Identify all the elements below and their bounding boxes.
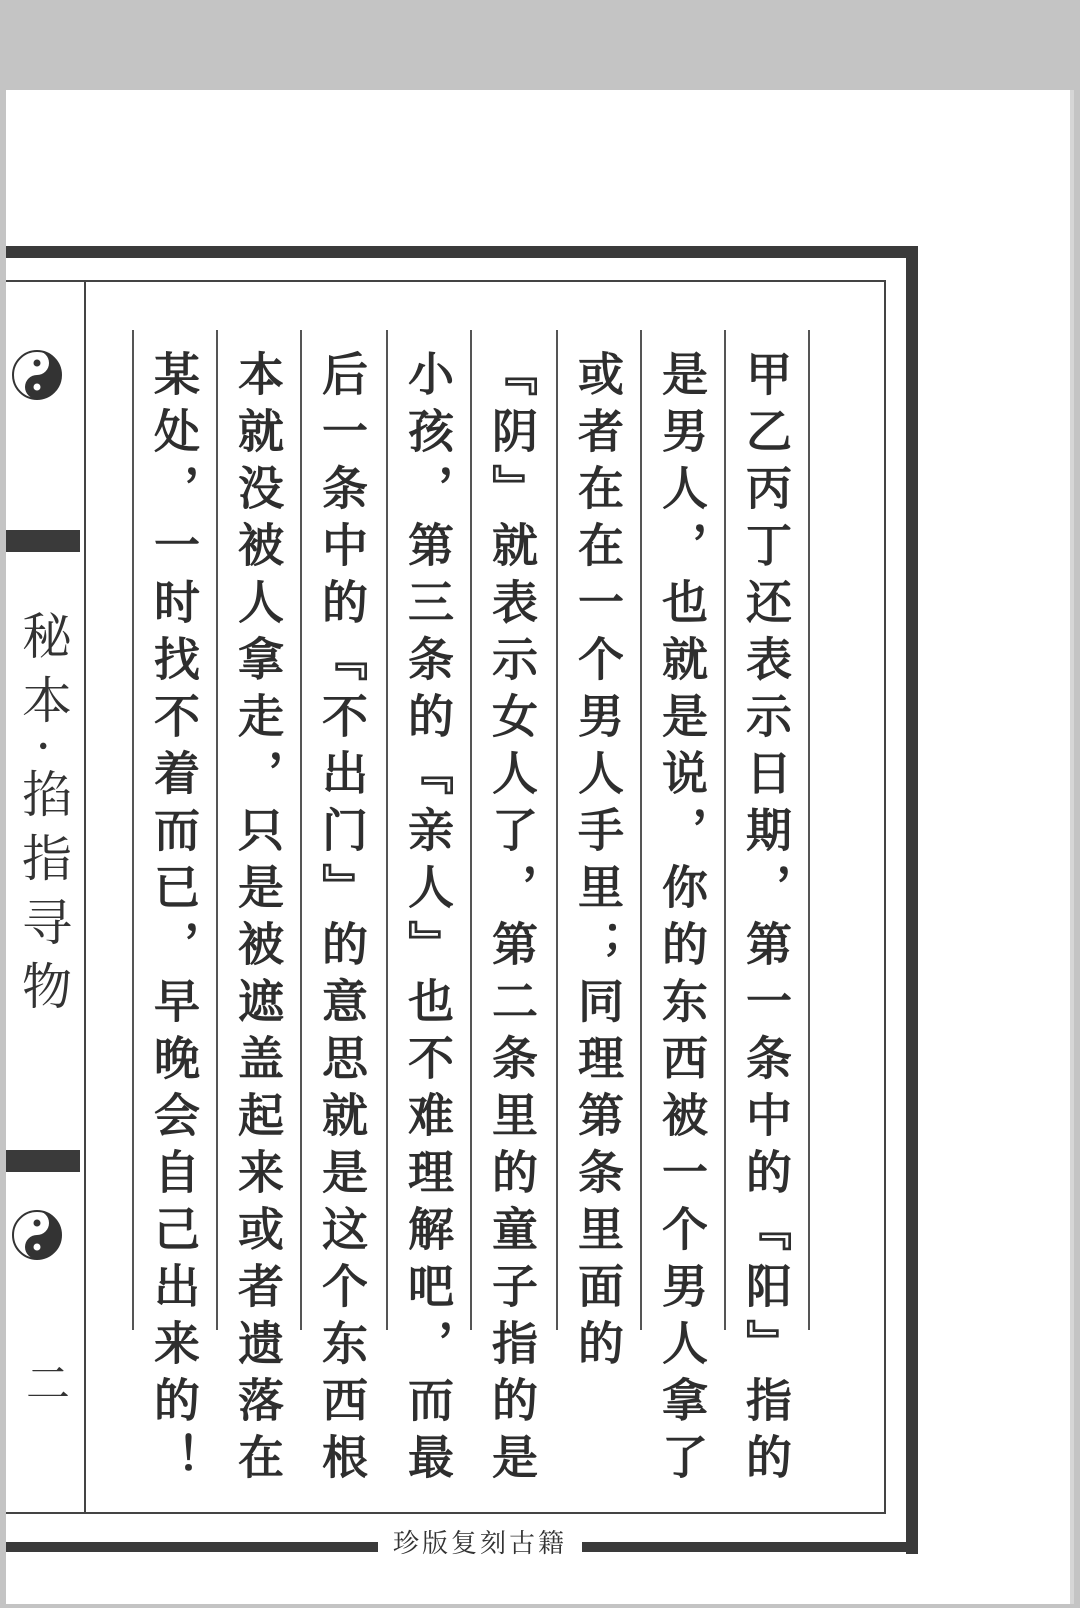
- spine-bar-top: [6, 530, 80, 552]
- book-page: [6, 90, 1074, 1604]
- outer-frame-bottom-right: [582, 1542, 918, 1552]
- outer-frame-right: [906, 246, 918, 1554]
- text-body: [132, 330, 832, 1490]
- spine-bar-bottom: [6, 1150, 80, 1172]
- text-column-5: 小孩，第三条的『亲人』也不难理解吧，而最: [401, 350, 455, 1490]
- column-rule: [808, 330, 810, 1330]
- footer-title: 珍版复刻古籍: [392, 1529, 567, 1559]
- text-column-6: 后一条中的『不出门』的意思就是这个东西根: [315, 350, 369, 1490]
- text-column-3: 或者在在一个男人手里；同理第条里面的: [571, 350, 625, 1376]
- spine-title: 秘本·掐指寻物: [14, 610, 72, 1024]
- text-column-4: 『阴』就表示女人了，第二条里的童子指的是: [485, 350, 539, 1490]
- outer-frame-top: [6, 246, 918, 258]
- spine-column: [6, 280, 86, 1514]
- page-number: 二: [18, 1360, 69, 1404]
- text-column-1: 甲乙丙丁还表示日期，第一条中的『阳』指的: [739, 350, 793, 1490]
- text-column-7: 本就没被人拿走，只是被遮盖起来或者遗落在: [231, 350, 285, 1490]
- text-column-2: 是男人，也就是说，你的东西被一个男人拿了: [655, 350, 709, 1490]
- outer-frame-bottom-left: [6, 1542, 378, 1552]
- yin-yang-icon: [12, 350, 62, 400]
- page-edge: [1070, 90, 1074, 1604]
- text-column-8: 某处，一时找不着而已，早晚会自己出来的！: [147, 350, 201, 1490]
- yin-yang-icon: [12, 1210, 62, 1260]
